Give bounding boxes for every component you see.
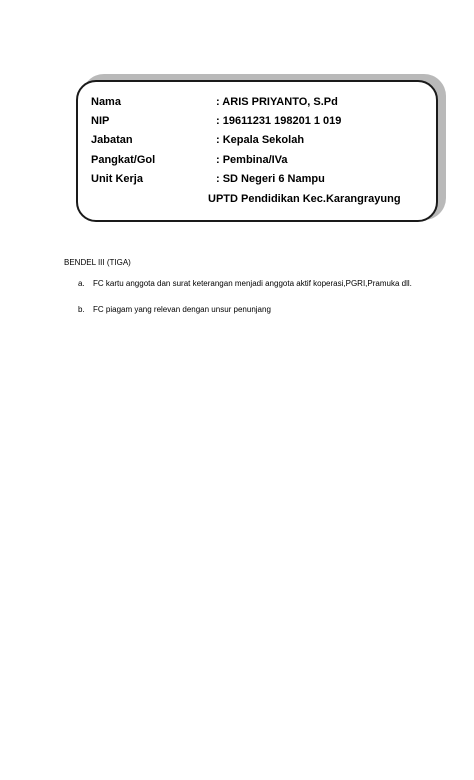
rank-value: : Pembina/IVa <box>216 154 288 166</box>
list-item-text: FC kartu anggota dan surat keterangan menjadi anggota aktif koperasi,PGRI,Pramuka dll. <box>93 279 412 288</box>
position-label: Jabatan <box>91 134 133 146</box>
name-value: : ARIS PRIYANTO, S.Pd <box>216 96 338 108</box>
section-heading: BENDEL III (TIGA) <box>64 258 131 267</box>
identity-card <box>76 80 438 222</box>
rank-label: Pangkat/Gol <box>91 154 156 166</box>
work-unit-label: Unit Kerja <box>91 173 143 185</box>
list-marker: b. <box>78 305 85 314</box>
list-item <box>64 278 424 302</box>
nip-label: NIP <box>91 115 110 127</box>
list-item-text: FC piagam yang relevan dengan unsur penunjang <box>93 305 271 314</box>
work-unit-row <box>91 170 431 188</box>
work-unit-value: : SD Negeri 6 Nampu <box>216 173 325 185</box>
nip-row <box>91 112 431 130</box>
list-marker: a. <box>78 279 85 288</box>
position-value: : Kepala Sekolah <box>216 134 305 146</box>
name-label: Nama <box>91 96 121 108</box>
work-unit-extra: UPTD Pendidikan Kec.Karangrayung <box>208 193 401 205</box>
name-row <box>91 93 431 111</box>
nip-value: : 19611231 198201 1 019 <box>216 115 342 127</box>
list-item <box>64 304 424 316</box>
position-row <box>91 131 431 149</box>
rank-row <box>91 151 431 169</box>
